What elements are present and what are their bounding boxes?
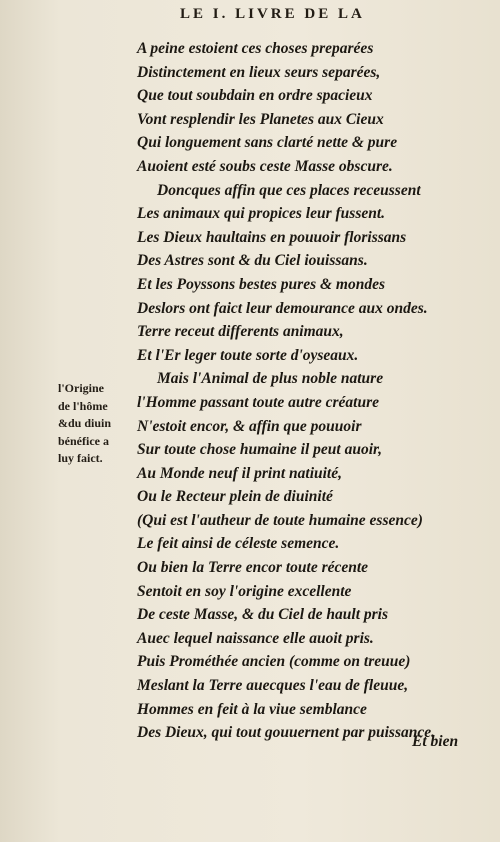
verse-line: Terre receut differents animaux, — [137, 323, 344, 341]
verse-line: Au Monde neuf il print natiuité, — [137, 464, 342, 482]
verse-line: Meslant la Terre auecques l'eau de fleuue, — [137, 677, 409, 695]
verse-line: Les animaux qui propices leur fussent. — [137, 205, 386, 223]
verse-line: Mais l'Animal de plus noble nature — [157, 370, 384, 388]
verse-line: Deslors ont faict leur demourance aux ondes. — [137, 299, 428, 317]
running-header: LE I. LIVRE DE LA — [180, 6, 365, 22]
verse-line: Et l'Er leger toute sorte d'oyseaux. — [137, 346, 359, 364]
verse-line: Puis Prométhée ancien (comme on treuue) — [137, 653, 411, 671]
verse-line: Sentoit en soy l'origine excellente — [137, 582, 352, 600]
verse-line: N'estoit encor, & affin que pouuoir — [137, 417, 362, 435]
margin-note-line: l'Origine — [58, 381, 104, 395]
verse-line: Qui longuement sans clarté nette & pure — [137, 134, 398, 152]
verse-line: Des Astres sont & du Ciel iouissans. — [137, 252, 368, 270]
catchword: Et bien — [412, 733, 459, 750]
verse-line: Distinctement en lieux seurs separées, — [137, 63, 381, 81]
margin-note-line: de l'hôme — [58, 398, 108, 413]
verse-line: Et les Poyssons bestes pures & mondes — [137, 275, 386, 293]
margin-note-line: bénéfice a — [58, 433, 109, 448]
margin-note-line: luy faict. — [58, 451, 103, 465]
verse-line: Les Dieux haultains en pouuoir florissans — [137, 228, 407, 246]
verse-line: Le feit ainsi de céleste semence. — [137, 535, 340, 553]
verse-line: De ceste Masse, & du Ciel de hault pris — [137, 606, 389, 624]
margin-note — [58, 380, 138, 468]
verse-line: Ou le Recteur plein de diuinité — [137, 488, 333, 506]
verse-line: Hommes en feit à la viue semblance — [137, 700, 367, 718]
verse-line: Vont resplendir les Planetes aux Cieux — [137, 110, 384, 128]
verse-line: l'Homme passant toute autre créature — [137, 393, 379, 411]
verse-line: Auec lequel naissance elle auoit pris. — [137, 629, 374, 647]
verse-line: A peine estoient ces choses preparées — [137, 40, 374, 57]
verse-line: Doncques affin que ces places receussent — [157, 181, 421, 199]
verse-line: Que tout soubdain en ordre spacieux — [137, 87, 373, 105]
verse-line: Des Dieux, qui tout gouuernent par puissance. — [137, 724, 435, 742]
verse-line: (Qui est l'autheur de toute humaine essence) — [137, 511, 423, 529]
verse-line: Auoient esté soubs ceste Masse obscure. — [137, 157, 393, 175]
verse-line: Sur toute chose humaine il peut auoir, — [137, 441, 383, 459]
margin-note-line: &du diuin — [58, 416, 112, 430]
verse-line: Ou bien la Terre encor toute récente — [137, 559, 369, 577]
verse-block — [137, 37, 487, 745]
